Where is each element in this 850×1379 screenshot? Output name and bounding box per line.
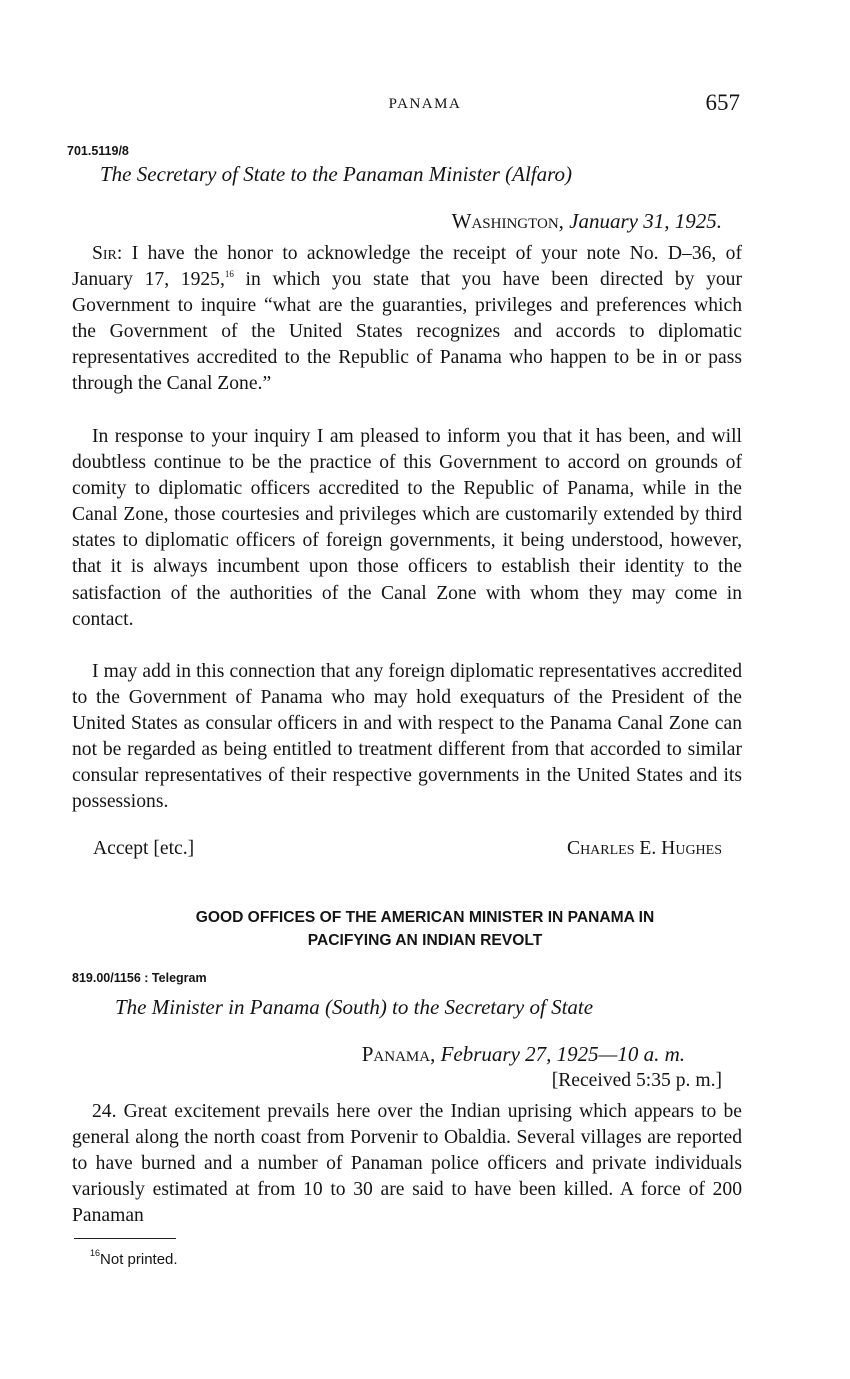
dateline-date: January 31, 1925. — [569, 209, 722, 233]
running-head: PANAMA — [388, 96, 462, 112]
file-number: 701.5119/8 — [67, 144, 129, 158]
paragraph-1-text-a: I have the honor to acknowledge the receipt of your note No. D–36, of January 17, 1925, — [72, 243, 743, 291]
dateline-place-2: Panama, — [361, 1042, 436, 1066]
footnote-marker: 16 — [90, 1248, 101, 1258]
received-note: [Received 5:35 p. m.] — [551, 1070, 722, 1091]
paragraph-4: 24. Great excitement prevails here over the Indian uprising which appears to be general along the north coast from Porvenir to Obaldia. Several villages are reported to have burned and a number of Panaman police officers and private individuals variously estimated at from 10 to 30 are said to have been killed. A force of 200 Panaman — [72, 1101, 742, 1227]
dateline-date-2: February 27, 1925—10 a. m. — [440, 1042, 685, 1066]
paragraph-1 — [72, 241, 742, 398]
dateline-2 — [362, 1042, 685, 1067]
document-title: The Secretary of State to the Panaman Minister (Alfaro) — [100, 162, 573, 186]
section-heading — [80, 906, 770, 952]
document-title-2: The Minister in Panama (South) to the Secretary of State — [115, 995, 594, 1019]
signature: Charles E. Hughes — [567, 838, 722, 859]
section-heading-line-2: PACIFYING AN INDIAN REVOLT — [307, 932, 543, 949]
paragraph-3: I may add in this connection that any foreign diplomatic representatives accredited to the Government of Panama who may hold exequaturs of the President of the United States as consular officers in and with respect to the Panama Canal Zone can not be regarded as being entitled to treatment different from that accorded to similar consular representatives of their respective governments in the United States and its possessions. — [72, 661, 742, 813]
section-heading-line-1: GOOD OFFICES OF THE AMERICAN MINISTER IN PANAMA IN — [195, 909, 655, 926]
paragraph-2: In response to your inquiry I am pleased to inform you that it has been, and will doubtless continue to be the practice of this Government to accord on grounds of comity to diplomatic officers accredited to the Republic of Panama, while in the Canal Zone, those courtesies and privileges which are customarily extended by third states to diplomatic officers of foreign governments, it being understood, however, that it is always incumbent upon those officers to establish their identity to the satisfaction of the authorities of the Canal Zone with whom they may come in contact. — [72, 426, 742, 630]
footnote-rule — [74, 1238, 176, 1239]
dateline-place: Washington, — [451, 209, 564, 233]
footnote-ref: 16 — [224, 269, 234, 280]
footnote-16 — [90, 1248, 178, 1268]
page-number: 657 — [705, 90, 740, 115]
salutation: Sir: — [92, 243, 123, 264]
closing: Accept [etc.] — [93, 838, 195, 859]
file-number-2: 819.00/1156 : Telegram — [72, 971, 207, 985]
paragraph-1-text-b: in which you state that you have been directed by your Government to inquire “what are the guaranties, privileges and preferences which the Government of the United States recognizes and accords to diplomatic representatives accredited to the Republic of Panama who happen to be in or pass through the Canal Zone.” — [72, 269, 743, 395]
dateline — [452, 209, 722, 234]
footnote-text: Not printed. — [100, 1251, 178, 1268]
